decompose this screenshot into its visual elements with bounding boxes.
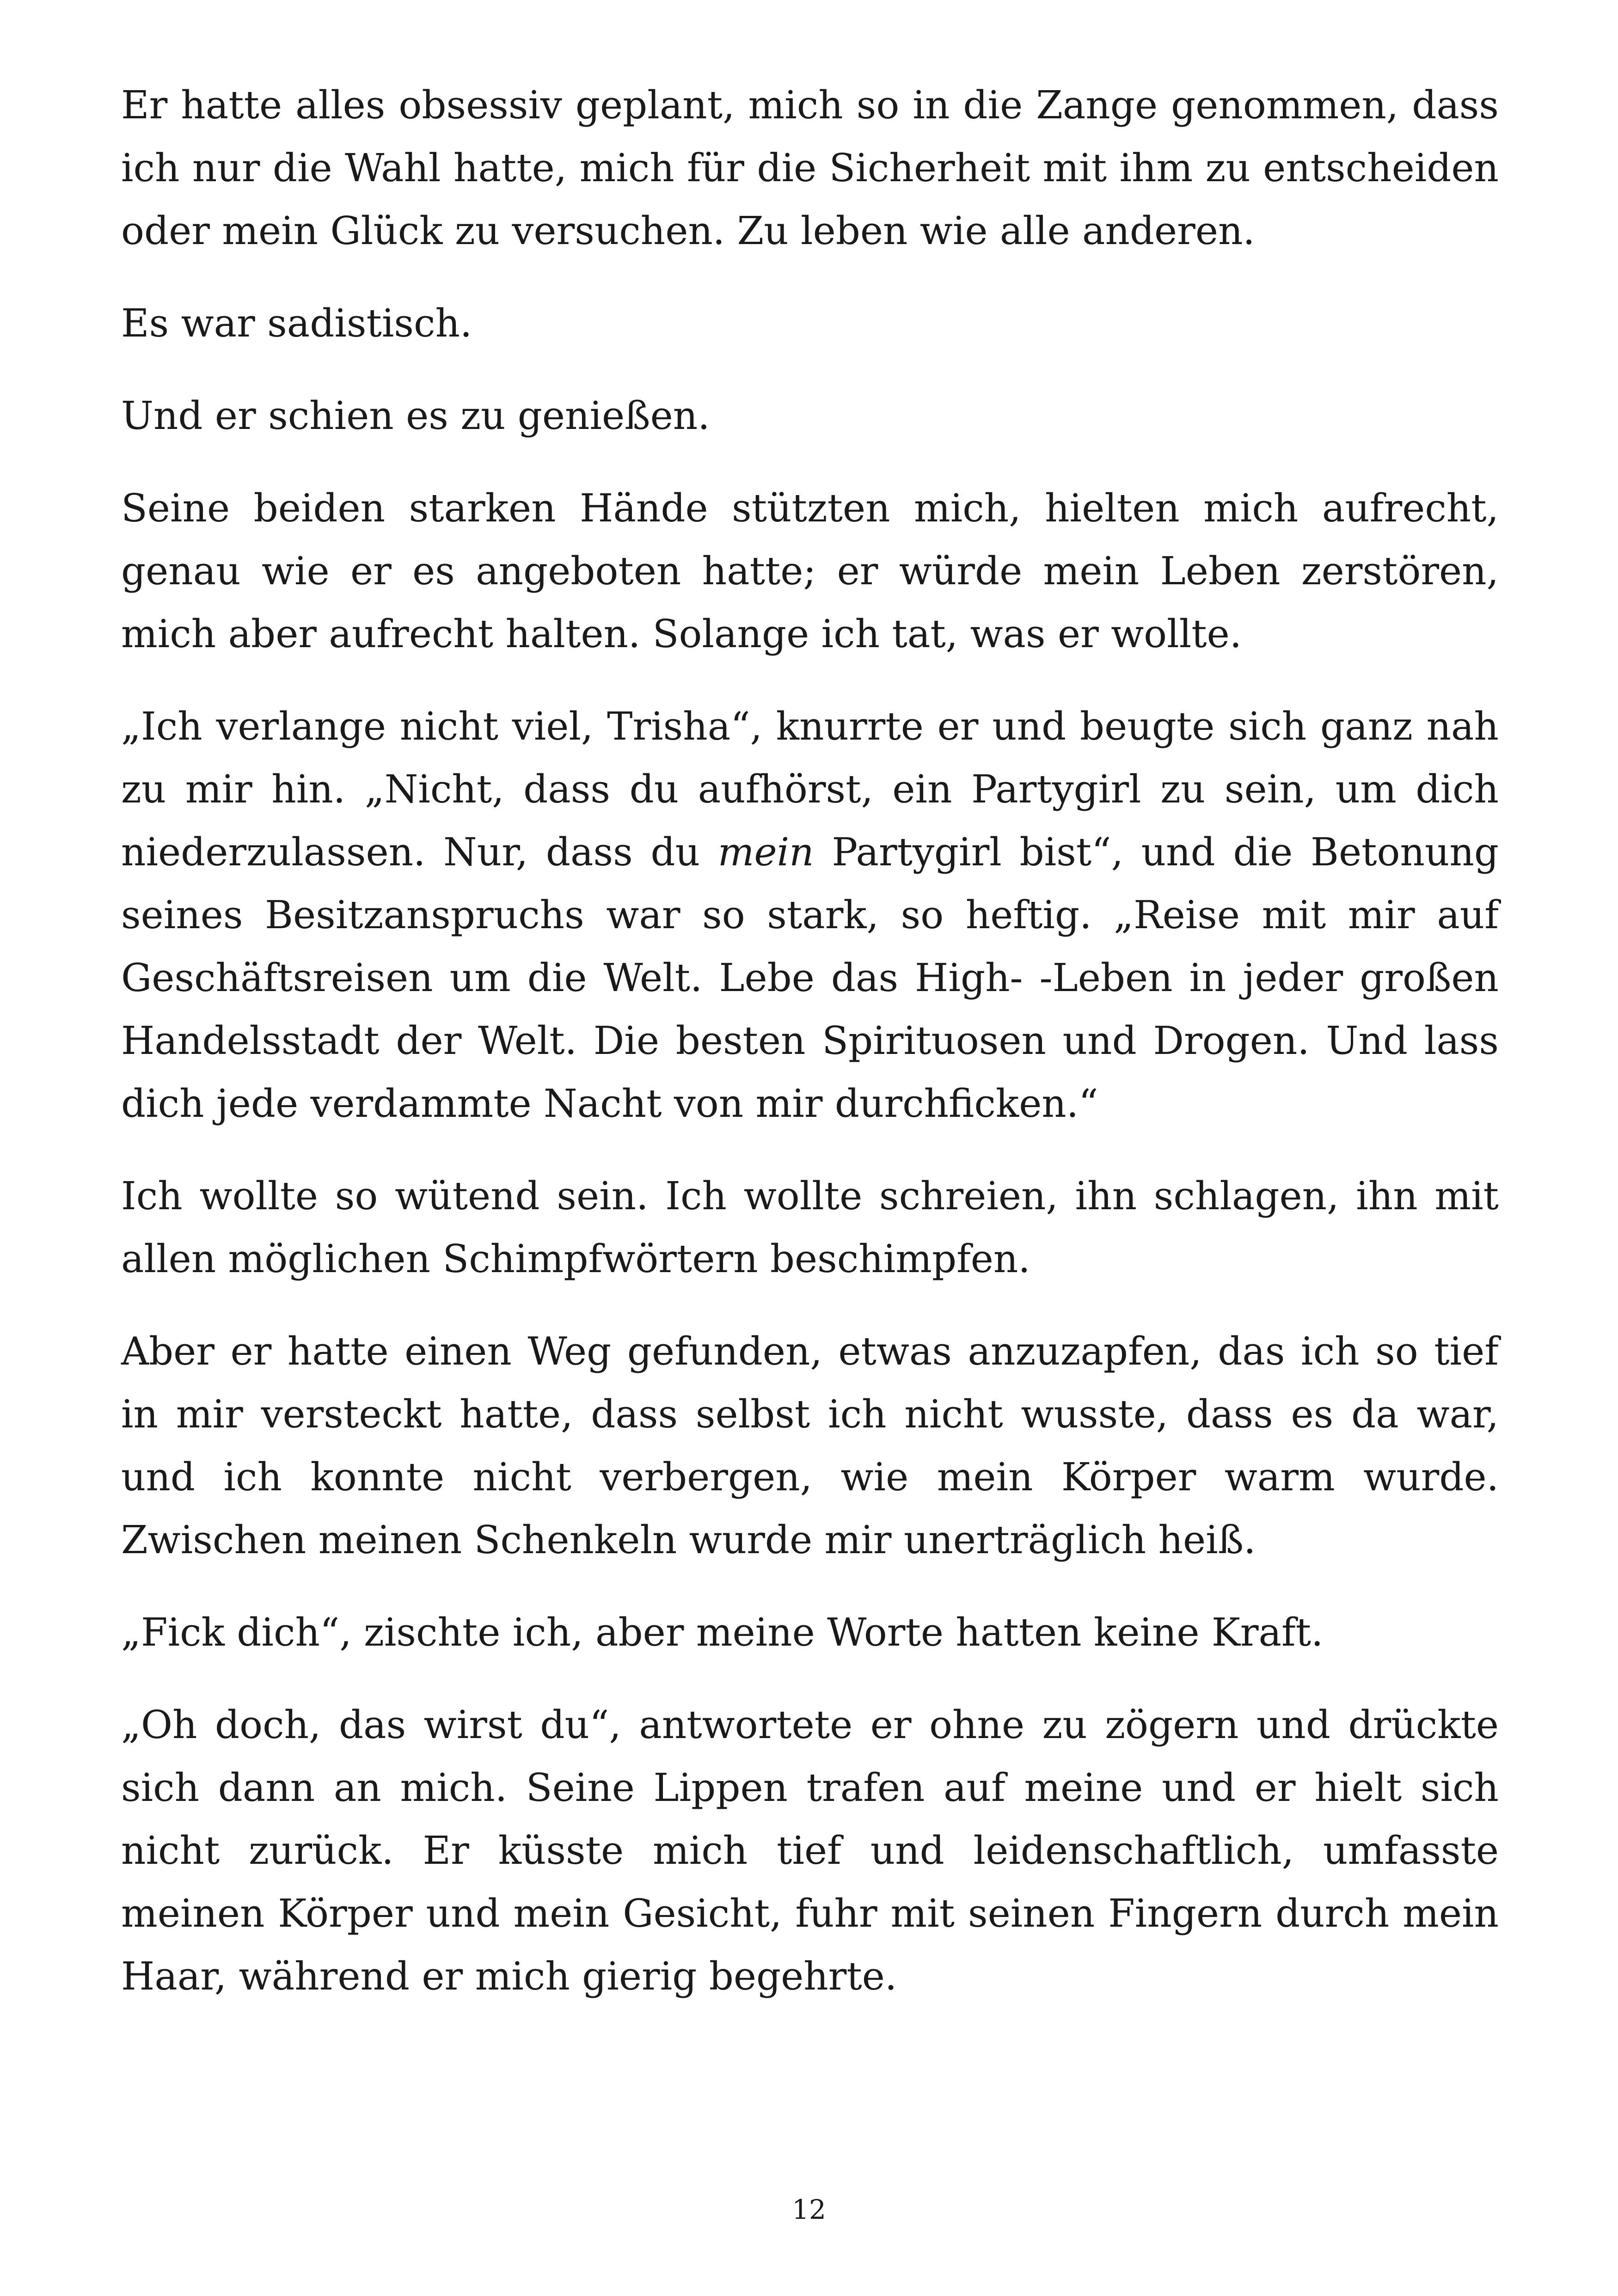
- paragraph-7: Aber er hatte einen Weg gefunden, etwas anzuzapfen, das ich so tief in mir versteckt hatte, dass selbst ich nicht wusste, dass es da war, und ich konnte nicht verbergen, wie mein Körper warm wurde. Zwischen meinen Schenkeln wurde mir unerträglich heiß.: [121, 1329, 1499, 1562]
- body-text: [121, 74, 1499, 2038]
- paragraph-5-text-after: Partygirl bist“, und die Betonung seines Besitzanspruchs war so stark, so heftig. „Reise mit mir auf Geschäftsreisen um die Welt. Lebe das High- -Leben in jeder großen Handelsstadt der Welt. Die besten Spirituosen und Drogen. Und lass dich jede verdammte Nacht von mir durchficken.“: [121, 830, 1499, 1126]
- page-number: 12: [792, 2194, 826, 2225]
- paragraph-1: Er hatte alles obsessiv geplant, mich so in die Zange genommen, dass ich nur die Wahl hatte, mich für die Sicherheit mit ihm zu entscheiden oder mein Glück zu versuchen. Zu leben wie alle anderen.: [121, 83, 1499, 253]
- paragraph-3: Und er schien es zu genießen.: [121, 393, 710, 438]
- paragraph-2: Es war sadistisch.: [121, 301, 472, 346]
- paragraph-5: [121, 695, 1499, 1135]
- paragraph-8: „Fick dich“, zischte ich, aber meine Worte hatten keine Kraft.: [121, 1610, 1324, 1655]
- paragraph-5-emphasis: mein: [717, 830, 814, 875]
- paragraph-5-text-before: „Ich verlange nicht viel, Trisha“, knurrte er und beugte sich ganz nah zu mir hin. „Nicht, dass du aufhörst, ein Partygirl zu sein, um dich niederzulassen. Nur, dass du: [121, 704, 1499, 875]
- paragraph-4: Seine beiden starken Hände stützten mich, hielten mich aufrecht, genau wie er es angeboten hatte; er würde mein Leben zerstören, mich aber aufrecht halten. Solange ich tat, was er wollte.: [121, 486, 1499, 656]
- paragraph-6: Ich wollte so wütend sein. Ich wollte schreien, ihn schlagen, ihn mit allen möglichen Schimpfwörtern beschimpfen.: [121, 1174, 1499, 1281]
- paragraph-9: „Oh doch, das wirst du“, antwortete er ohne zu zögern und drückte sich dann an mich. Seine Lippen trafen auf meine und er hielt sich nicht zurück. Er küsste mich tief und leidenschaftlich, umfasste meinen Körper und mein Gesicht, fuhr mit seinen Fingern durch mein Haar, während er mich gierig begehrte.: [121, 1702, 1499, 1999]
